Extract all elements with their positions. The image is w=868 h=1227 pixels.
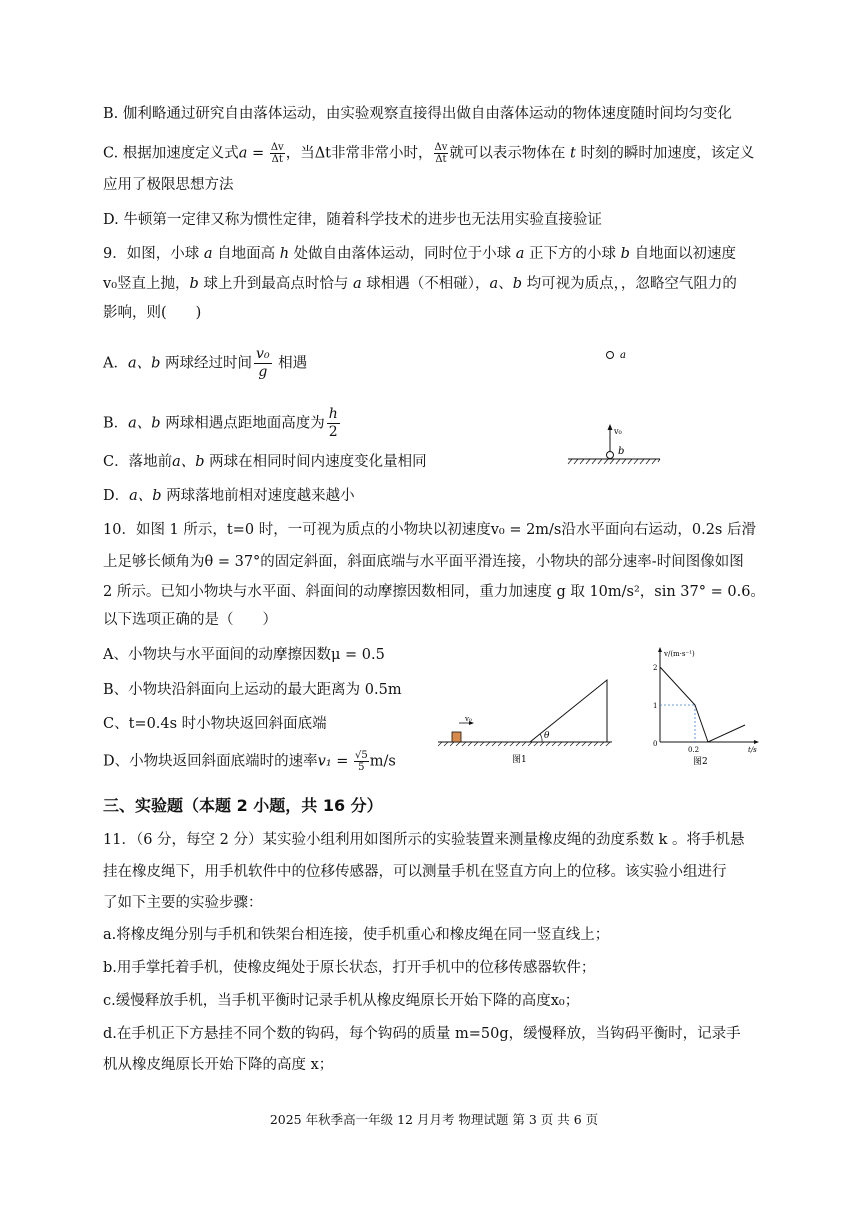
q9-stem-line1: 9．如图，小球 a 自地面高 h 处做自由落体运动，同时位于小球 a 正下方的小球 b 自地面以初速度	[103, 246, 737, 262]
q9-option-a: A．a、b 两球经过时间 $\frac{\text{v₀}}{g}$ 相遇	[103, 346, 308, 380]
fig2-caption: 图2	[693, 757, 708, 767]
q9-figure	[560, 340, 670, 470]
sqrt5-over-5: $\frac{√5}{5}$	[355, 750, 368, 773]
q10-figure-1	[432, 670, 622, 770]
q11-step-b: b.用手掌托着手机，使橡皮绳处于原长状态，打开手机中的位移传感器软件；	[103, 960, 596, 976]
ball-b-label: b	[618, 446, 625, 457]
fig2-tick-0-2: 0.2	[688, 746, 700, 754]
q11-line3: 了如下主要的实验步骤：	[103, 895, 263, 911]
fig1-v0-label: v₀	[465, 715, 472, 723]
q8-option-c-line2: 应用了极限思想方法	[103, 177, 234, 193]
q9-option-d: D．a、b 两球落地前相对速度越来越小	[103, 488, 355, 504]
arrowhead-icon	[658, 647, 662, 652]
q11-step-a: a.将橡皮绳分别与手机和铁架台相连接，使手机重心和橡皮绳在同一竖直线上；	[103, 927, 610, 943]
q8-option-c: C. 根据加速度定义式a = $\frac{\Delta v}{\Delta t}$ ，当Δt非常非常小时， $\frac{\Delta v}{\Delta t}$ 就可以表示物体在 t 时刻的瞬时加速度，该定义	[103, 142, 755, 165]
q10-option-d: D、小物块返回斜面底端时的速率v₁ = $\frac{√5}{5}$ m/s	[103, 750, 396, 773]
q10-option-a: A、小物块与水平面间的动摩擦因数μ = 0.5	[103, 647, 385, 663]
angle-arc	[540, 734, 542, 742]
theta-label: θ	[544, 731, 550, 741]
v0-over-g: $\frac{\text{v₀}}{g}$	[256, 346, 270, 380]
velocity-curve	[660, 667, 745, 742]
h-over-2: $\frac{h}{2}$	[328, 406, 338, 440]
q10-figure-2	[645, 642, 765, 770]
q11-step-c: c.缓慢释放手机，当手机平衡时记录手机从橡皮绳原长开始下降的高度x₀；	[103, 993, 580, 1009]
fig2-origin: 0	[653, 740, 658, 748]
fig2-y-axis-label: v/(m·s⁻¹)	[664, 650, 695, 658]
surface-hatching	[438, 742, 610, 746]
q10-option-b: B、小物块沿斜面向上运动的最大距离为 0.5m	[103, 682, 402, 698]
q10-stem-line4: 以下选项正确的是（ ）	[103, 612, 277, 628]
q9-option-c: C．落地前a、b 两球在相同时间内速度变化量相同	[103, 454, 427, 470]
incline	[530, 680, 607, 742]
q9-stem-line3: 影响，则( )	[103, 305, 202, 321]
arrowhead-icon	[754, 740, 759, 744]
ball-a	[607, 352, 614, 359]
v0-label: v₀	[614, 427, 622, 436]
q10-option-c: C、t=0.4s 时小物块返回斜面底端	[103, 716, 327, 732]
page-footer: 2025 年秋季高一年级 12 月月考 物理试题 第 3 页 共 6 页	[269, 1112, 599, 1127]
q11-step-d-line1: d.在手机正下方悬挂不同个数的钩码，每个钩码的质量 m=50g，缓慢释放，当钩码平衡时，记录手	[103, 1026, 741, 1042]
q9-stem-line2: v₀竖直上抛，b 球上升到最高点时恰与 a 球相遇（不相碰），a、b 均可视为质点，，忽略空气阻力的	[103, 276, 737, 292]
q11-line2: 挂在橡皮绳下，用手机软件中的位移传感器，可以测量手机在竖直方向上的位移。该实验小组进行	[103, 864, 727, 880]
q11-step-d-line2: 机从橡皮绳原长开始下降的高度 x；	[103, 1057, 334, 1073]
fig2-x-axis-label: t/s	[748, 746, 757, 754]
q10-stem-line1: 10．如图 1 所示，t=0 时，一可视为质点的小物块以初速度v₀ = 2m/s沿水平面向右运动，0.2s 后滑	[103, 522, 756, 538]
q10-stem-line3: 2 所示。已知小物块与水平面、斜面间的动摩擦因数相同，重力加速度 g 取 10m/s²，sin 37° = 0.6。	[103, 584, 765, 600]
section-3-title: 三、实验题（本题 2 小题，共 16 分）	[103, 796, 383, 815]
arrowhead-icon	[608, 424, 613, 430]
ground-hatching	[568, 459, 660, 464]
q10-stem-line2: 上足够长倾角为θ = 37°的固定斜面，斜面底端与水平面平滑连接，小物块的部分速率-时间图像如图	[103, 554, 744, 570]
q11-line1: 11．（6 分，每空 2 分）某实验小组利用如图所示的实验装置来测量橡皮绳的劲度系数 k 。将手机悬	[103, 832, 745, 848]
fig1-caption: 图1	[512, 755, 527, 765]
q9-option-b: B．a、b 两球相遇点距地面高度为 $\frac{h}{2}$	[103, 406, 338, 440]
delta-v-over-delta-t: $\frac{\Delta v}{\Delta t}$	[270, 142, 284, 165]
block	[452, 732, 461, 742]
ball-a-label: a	[620, 350, 626, 361]
q8-option-d: D. 牛顿第一定律又称为惯性定律，随着科学技术的进步也无法用实验直接验证	[103, 212, 602, 228]
fig2-tick-1: 1	[653, 702, 658, 710]
ball-b	[607, 452, 614, 459]
fig2-tick-2: 2	[653, 664, 658, 672]
delta-v-over-delta-t-2: $\frac{\Delta v}{\Delta t}$	[434, 142, 448, 165]
q8-option-b: B. 伽利略通过研究自由落体运动，由实验观察直接得出做自由落体运动的物体速度随时间均匀变化	[103, 106, 732, 122]
